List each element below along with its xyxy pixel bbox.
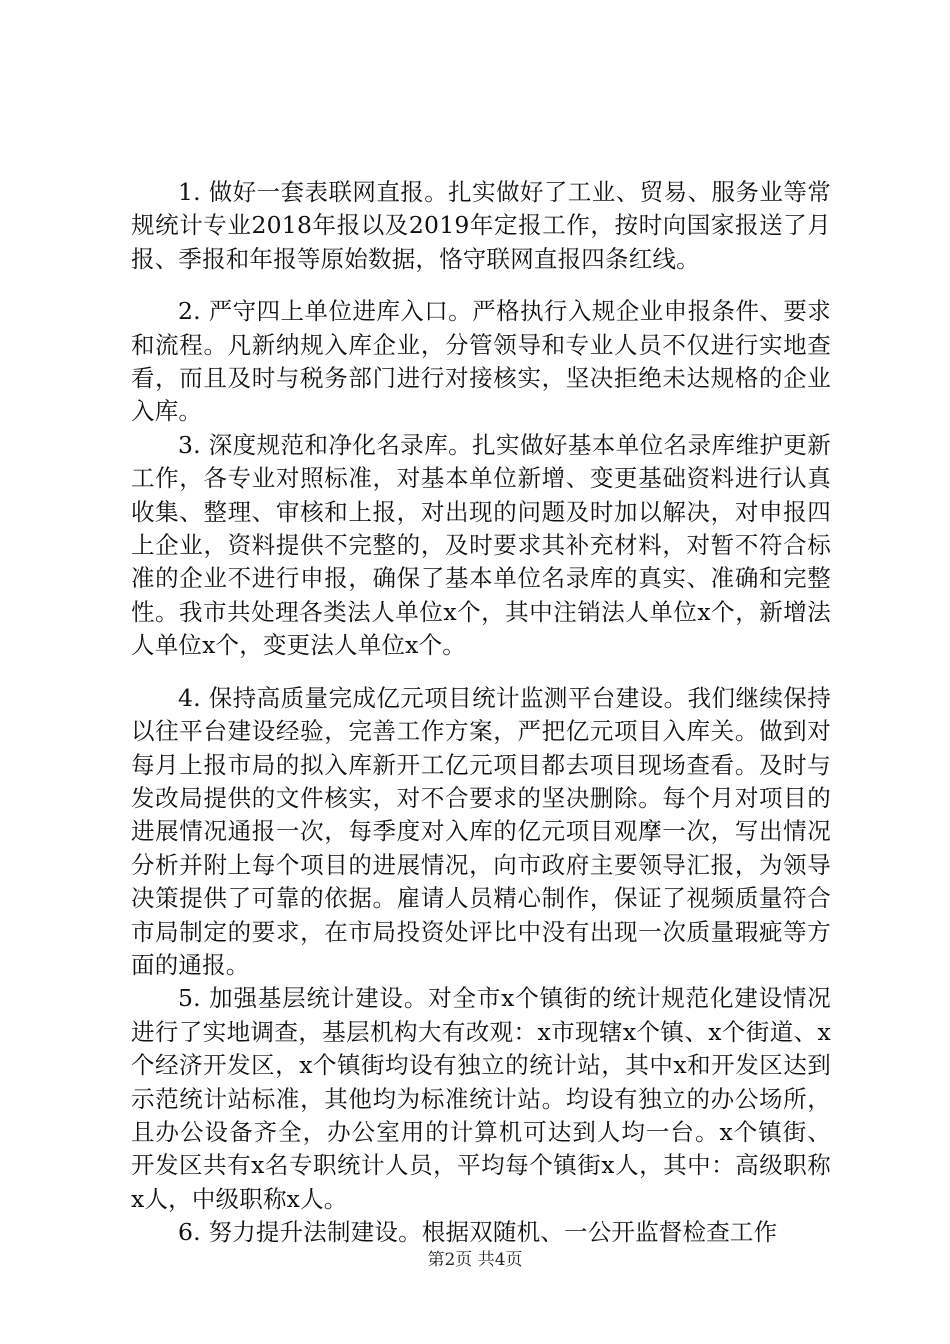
page-number-footer: 第2页 共4页 bbox=[427, 1250, 523, 1270]
document-body bbox=[131, 176, 831, 1250]
paragraph-5: 5. 加强基层统计建设。对全市x个镇街的统计规范化建设情况进行了实地调查，基层机构大有改观：x市现辖x个镇、x个街道、x个经济开发区，x个镇街均设有独立的统计站，其中x和开发区达到示范统计站标准，其他均为标准统计站。均设有独立的办公场所，且办公设备齐全，办公室用的计算机可达到人均一台。x个镇街、开发区共有x名专职统计人员，平均每个镇街x人，其中：高级职称x人，中级职称x人。 bbox=[131, 984, 831, 1213]
paragraph-2: 2. 严守四上单位进库入口。严格执行入规企业申报条件、要求和流程。凡新纳规入库企业，分管领导和专业人员不仅进行实地查看，而且及时与税务部门进行对接核实，坚决拒绝未达规格的企业入库。 bbox=[131, 297, 831, 426]
paragraph-4: 4. 保持高质量完成亿元项目统计监测平台建设。我们继续保持以往平台建设经验，完善工作方案，严把亿元项目入库关。做到对每月上报市局的拟入库新开工亿元项目都去项目现场查看。及时与发改局提供的文件核实，对不合要求的坚决删除。每个月对项目的进展情况通报一次，每季度对入库的亿元项目观摩一次，写出情况分析并附上每个项目的进展情况，向市政府主要领导汇报，为领导决策提供了可靠的依据。雇请人员精心制作，保证了视频质量符合市局制定的要求，在市局投资处评比中没有出现一次质量瑕疵等方面的通报。 bbox=[131, 683, 831, 979]
paragraph-6: 6. 努力提升法制建设。根据双随机、一公开监督检查工作 bbox=[178, 1218, 778, 1247]
paragraph-1: 1. 做好一套表联网直报。扎实做好了工业、贸易、服务业等常规统计专业2018年报以及2019年定报工作，按时向国家报送了月报、季报和年报等原始数据，恪守联网直报四条红线。 bbox=[131, 178, 831, 273]
paragraph-3: 3. 深度规范和净化名录库。扎实做好基本单位名录库维护更新工作，各专业对照标准，对基本单位新增、变更基础资料进行认真收集、整理、审核和上报，对出现的问题及时加以解决，对申报四上企业，资料提供不完整的，及时要求其补充材料，对暂不符合标准的企业不进行申报，确保了基本单位名录库的真实、准确和完整性。我市共处理各类法人单位x个，其中注销法人单位x个，新增法人单位x个，变更法人单位x个。 bbox=[131, 430, 831, 660]
